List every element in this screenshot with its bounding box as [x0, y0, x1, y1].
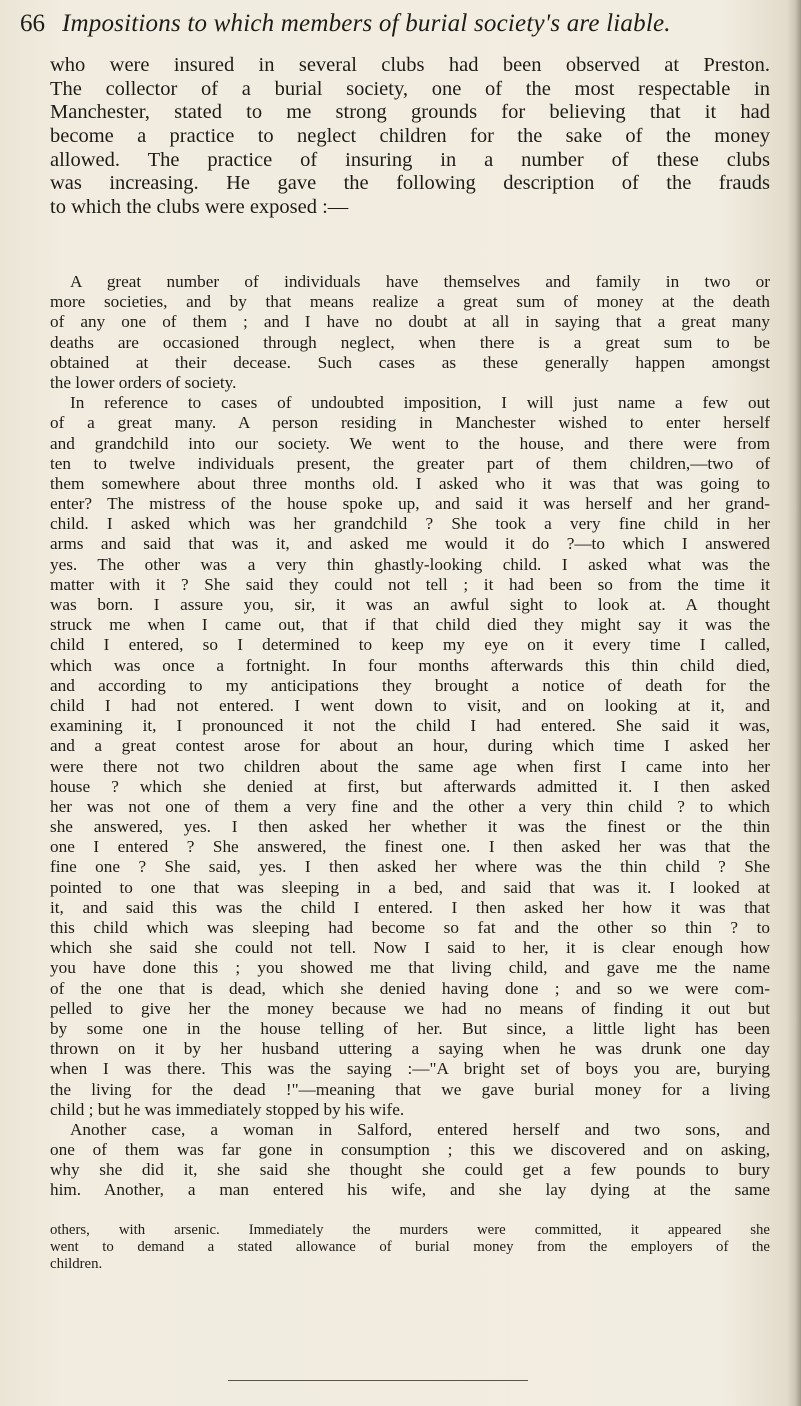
text-line: fine one ? She said, yes. I then asked her where was the thin child ? She — [50, 857, 770, 877]
text-line: was increasing. He gave the following description of the frauds — [50, 172, 770, 195]
text-line: when I was there. This was the saying :—"A bright set of boys you are, burying — [50, 1059, 770, 1079]
running-head — [20, 10, 780, 44]
text-line: pointed to one that was sleeping in a bed, and said that was it. I looked at — [50, 877, 770, 897]
text-line: house ? which she denied at first, but afterwards admitted it. I then asked — [50, 776, 770, 796]
text-line: more societies, and by that means realize a great sum of money at the death — [50, 292, 770, 312]
text-line: were there not two children about the same age when first I came into her — [50, 756, 770, 776]
text-line: them somewhere about three months old. I asked who it was that was going to — [50, 473, 770, 493]
text-line: examining it, I pronounced it not the child I had entered. She said it was, — [50, 716, 770, 736]
text-line: obtained at their decease. Such cases as these generally happen amongst — [50, 352, 770, 372]
text-line: arms and said that was it, and asked me would it do ?—to which I answered — [50, 534, 770, 554]
text-line: enter? The mistress of the house spoke up, and said it was herself and her grand- — [50, 494, 770, 514]
text-line: went to demand a stated allowance of burial money from the employers of the — [50, 1239, 770, 1255]
text-line: the lower orders of society. — [50, 372, 237, 392]
text-line: ten to twelve individuals present, the greater part of them children,—two of — [50, 453, 770, 473]
text-line: others, with arsenic. Immediately the murders were committed, it appeared she — [50, 1222, 770, 1238]
text-line: to which the clubs were exposed :— — [50, 196, 349, 219]
text-line: of the one that is dead, which she denied having done ; and so we were com- — [50, 978, 770, 998]
text-line: deaths are occasioned through neglect, when there is a great sum to be — [50, 332, 770, 352]
running-title: Impositions to which members of burial society's are liable. — [62, 10, 671, 37]
page-number: 66 — [20, 10, 45, 37]
text-line: child. I asked which was her grandchild ? She took a very fine child in her — [50, 514, 770, 534]
text-line: In reference to cases of undoubted imposition, I will just name a few out — [70, 393, 770, 413]
testimony-extract — [50, 272, 770, 1201]
text-line: who were insured in several clubs had been observed at Preston. — [50, 54, 770, 76]
footnote-rule — [228, 1380, 528, 1381]
text-line: him. Another, a man entered his wife, and she lay dying at the same — [50, 1180, 770, 1200]
text-line: The collector of a burial society, one of the most respectable in — [50, 77, 770, 100]
text-line: by some one in the house telling of her. But since, a little light has been — [50, 1018, 770, 1038]
text-line: of any one of them ; and I have no doubt at all in saying that a great many — [50, 312, 770, 332]
text-line: struck me when I came out, that if that child died they might say it was the — [50, 615, 770, 635]
text-line: become a practice to neglect children for the sake of the money — [50, 125, 770, 148]
text-line: Manchester, stated to me strong grounds for believing that it had — [50, 101, 770, 124]
text-line: was born. I assure you, sir, it was an awful sight to look at. A thought — [50, 595, 770, 614]
text-line: her was not one of them a very fine and the other a very thin child ? to which — [50, 796, 770, 816]
intro-paragraph — [50, 54, 770, 220]
text-line: A great number of individuals have themselves and family in two or — [70, 272, 770, 291]
text-line: one of them was far gone in consumption ; this we discovered and on asking, — [50, 1140, 770, 1160]
text-line: pelled to give her the money because we had no means of finding it out but — [50, 998, 770, 1018]
text-line: and grandchild into our society. We went to the house, and there were from — [50, 433, 770, 453]
text-line: allowed. The practice of insuring in a number of these clubs — [50, 148, 770, 171]
text-line: she answered, yes. I then asked her whether it was the finest or the thin — [50, 817, 770, 837]
text-line: which she said she could not tell. Now I said to her, it is clear enough how — [50, 938, 770, 958]
text-line: thrown on it by her husband uttering a saying when he was drunk one day — [50, 1039, 770, 1059]
text-line: which was once a fortnight. In four months afterwards this thin child died, — [50, 655, 770, 675]
text-line: one I entered ? She answered, the finest one. I then asked her was that the — [50, 837, 770, 857]
footnote — [50, 1222, 770, 1273]
text-line: child I entered, so I determined to keep my eye on it every time I called, — [50, 635, 770, 655]
text-line: matter with it ? She said they could not tell ; it had been so from the time it — [50, 574, 770, 594]
text-line: and a great contest arose for about an hour, during which time I asked her — [50, 736, 770, 756]
text-line: yes. The other was a very thin ghastly-looking child. I asked what was the — [50, 554, 770, 574]
text-line: Another case, a woman in Salford, entered herself and two sons, and — [70, 1119, 770, 1139]
text-line: child I had not entered. I went down to visit, and on looking at it, and — [50, 695, 770, 715]
text-line: it, and said this was the child I entered. I then asked her how it was that — [50, 897, 770, 917]
text-line: you have done this ; you showed me that living child, and gave me the name — [50, 958, 770, 978]
text-line: and according to my anticipations they brought a notice of death for the — [50, 675, 770, 695]
text-line: the living for the dead !"—meaning that we gave burial money for a living — [50, 1079, 770, 1099]
text-line: children. — [50, 1256, 103, 1272]
text-line: why she did it, she said she thought she could get a few pounds to bury — [50, 1160, 770, 1180]
text-line: of a great many. A person residing in Manchester wished to enter herself — [50, 413, 770, 433]
text-line: child ; but he was immediately stopped by his wife. — [50, 1099, 405, 1119]
text-line: this child which was sleeping had become so fat and the other so thin ? to — [50, 918, 770, 937]
page-edge-shadow — [787, 0, 801, 1406]
